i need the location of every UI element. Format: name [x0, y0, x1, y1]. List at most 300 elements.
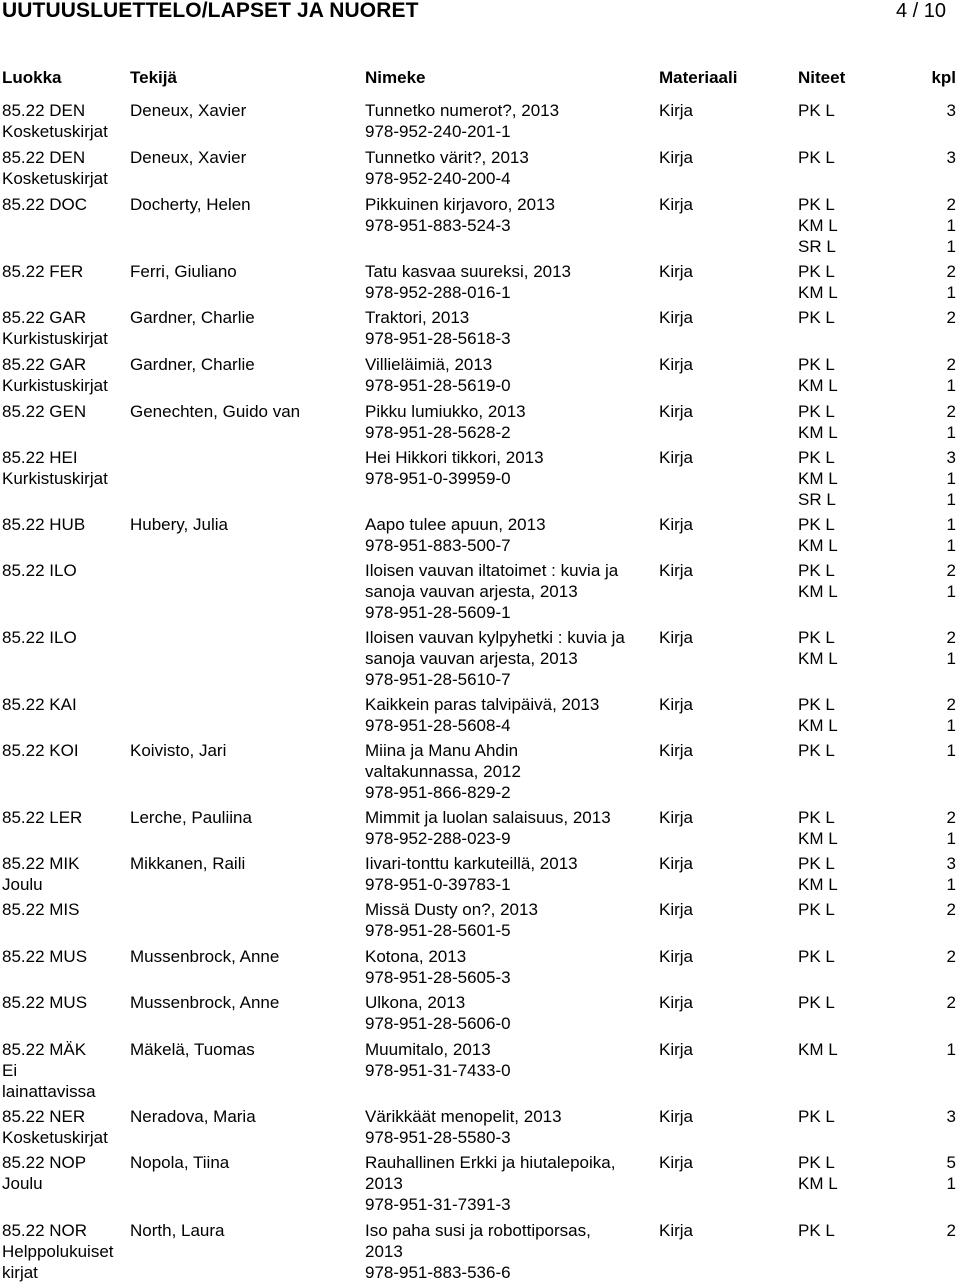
entry-class-line: 85.22 KAI: [2, 695, 77, 714]
entry-copies-location-line: KM L: [798, 216, 838, 235]
entry-copies-count: [908, 147, 960, 168]
entry-class: [2, 807, 130, 828]
entry-class: [2, 147, 130, 189]
entry-copies-count-line: 1: [946, 283, 956, 302]
entry-class: [2, 307, 130, 349]
page-number: 4 / 10: [895, 0, 946, 22]
entry-title-line: 978-951-28-5601-5: [365, 921, 511, 940]
entry-title-line: 978-951-31-7391-3: [365, 1195, 511, 1214]
entry-copies-count: [908, 627, 960, 669]
entry-copies-count-line: 5: [946, 1153, 956, 1172]
entry-copies-count-line: 1: [946, 829, 956, 848]
entry-title-line: Tunnetko numerot?, 2013: [365, 101, 560, 120]
catalog-entry: [0, 401, 960, 447]
entry-title-line: Tunnetko värit?, 2013: [365, 148, 529, 167]
entry-copies-count-line: 1: [946, 515, 956, 534]
entry-class-line: 85.22 DEN: [2, 148, 86, 167]
entry-material: Kirja: [659, 148, 694, 167]
entry-copies-location-line: PK L: [798, 947, 835, 966]
entry-copies-count-line: 2: [946, 947, 956, 966]
entry-copies-count-line: 2: [946, 900, 956, 919]
catalog-entry: [0, 694, 960, 740]
entry-title-line: Kotona, 2013: [365, 947, 467, 966]
entry-copies-location: [798, 992, 908, 1013]
entry-title-line: 978-951-0-39959-0: [365, 469, 511, 488]
entry-copies-location-line: KM L: [798, 716, 838, 735]
catalog-entry: [0, 740, 960, 807]
entry-title-line: 978-951-28-5628-2: [365, 423, 511, 442]
entry-author: Koivisto, Jari: [130, 741, 227, 760]
catalog-entry: [0, 1152, 960, 1220]
entry-title: [365, 194, 650, 236]
entry-copies-location: [798, 354, 908, 396]
entry-title-line: 978-952-240-201-1: [365, 122, 511, 141]
entry-class-line: 85.22 MIK: [2, 854, 80, 873]
entry-class-line: Joulu: [2, 875, 43, 894]
entry-author: Ferri, Giuliano: [130, 262, 237, 281]
entry-copies-location-line: PK L: [798, 900, 835, 919]
entry-title-line: 978-951-0-39783-1: [365, 875, 511, 894]
entry-copies-count: [908, 447, 960, 510]
entry-class-line: 85.22 DOC: [2, 195, 88, 214]
document-title: UUTUUSLUETTELO/LAPSET JA NUORET: [2, 0, 419, 22]
entry-title-line: 978-951-28-5618-3: [365, 329, 511, 348]
entry-copies-location: [798, 807, 908, 849]
entry-copies-count: [908, 899, 960, 920]
entry-title-line: Villieläimiä, 2013: [365, 355, 493, 374]
entry-material: Kirja: [659, 900, 694, 919]
entry-copies-location: [798, 1106, 908, 1127]
entry-copies-count-line: 3: [946, 448, 956, 467]
entry-material: Kirja: [659, 515, 694, 534]
entry-material: Kirja: [659, 195, 694, 214]
entry-class: [2, 899, 130, 920]
entry-copies-location: [798, 447, 908, 510]
entry-copies-count-line: 2: [946, 993, 956, 1012]
entry-title-line: Mimmit ja luolan salaisuus, 2013: [365, 808, 611, 827]
entry-class: [2, 514, 130, 535]
entry-title-line: Missä Dusty on?, 2013: [365, 900, 538, 919]
entry-title: [365, 1106, 650, 1148]
entry-title-line: Iso paha susi ja robottiporsas,: [365, 1221, 591, 1240]
entry-title: [365, 147, 650, 189]
entry-copies-count: [908, 194, 960, 257]
entry-title: [365, 1220, 650, 1283]
entry-class-line: 85.22 MÄK: [2, 1040, 87, 1059]
entry-copies-count: [908, 560, 960, 602]
header-nimeke: Nimeke: [365, 68, 426, 87]
entry-title-line: Aapo tulee apuun, 2013: [365, 515, 546, 534]
entry-copies-location-line: PK L: [798, 695, 835, 714]
catalog-entry: [0, 100, 960, 147]
entry-copies-location-line: PK L: [798, 262, 835, 281]
entry-copies-location-line: PK L: [798, 101, 835, 120]
entry-author: Mäkelä, Tuomas: [130, 1040, 255, 1059]
catalog-entry: [0, 147, 960, 194]
entry-copies-location: [798, 853, 908, 895]
entry-material: Kirja: [659, 448, 694, 467]
entry-material: Kirja: [659, 262, 694, 281]
catalog-entry: [0, 899, 960, 946]
entry-copies-count-line: 2: [946, 695, 956, 714]
entry-copies-count-line: 3: [946, 101, 956, 120]
entry-title-line: valtakunnassa, 2012: [365, 762, 521, 781]
entry-copies-count-line: 2: [946, 355, 956, 374]
entry-title-line: Rauhallinen Erkki ja hiutalepoika,: [365, 1153, 616, 1172]
entry-title-line: 978-951-866-829-2: [365, 783, 511, 802]
catalog-entry: [0, 627, 960, 694]
entry-copies-count: [908, 946, 960, 967]
entry-title: [365, 307, 650, 349]
entry-class-line: 85.22 LER: [2, 808, 83, 827]
entry-copies-location: [798, 560, 908, 602]
entry-material: Kirja: [659, 561, 694, 580]
entry-copies-count-line: 2: [946, 628, 956, 647]
entry-copies-count: [908, 514, 960, 556]
entry-title-line: Ulkona, 2013: [365, 993, 466, 1012]
entry-copies-count-line: 3: [946, 148, 956, 167]
entry-copies-count-line: 1: [946, 716, 956, 735]
entry-copies-count-line: 1: [946, 649, 956, 668]
entry-copies-count-line: 1: [946, 1174, 956, 1193]
entry-copies-location-line: PK L: [798, 1221, 835, 1240]
entry-copies-count-line: 3: [946, 1107, 956, 1126]
entry-copies-location: [798, 100, 908, 121]
catalog-entry: [0, 560, 960, 627]
entry-title-line: Värikkäät menopelit, 2013: [365, 1107, 562, 1126]
header-kpl: kpl: [931, 68, 956, 87]
catalog-entry: [0, 307, 960, 354]
entry-copies-location-line: PK L: [798, 741, 835, 760]
entry-copies-location: [798, 514, 908, 556]
catalog-entry: [0, 447, 960, 514]
entry-class: [2, 261, 130, 282]
entry-title: [365, 447, 650, 489]
entry-title-line: 978-951-28-5619-0: [365, 376, 511, 395]
entry-copies-location: [798, 1152, 908, 1194]
entry-copies-location-line: KM L: [798, 1040, 838, 1059]
entry-author: Mikkanen, Raili: [130, 854, 246, 873]
entry-title: [365, 1152, 650, 1215]
catalog-entry: [0, 853, 960, 899]
entry-copies-count: [908, 1106, 960, 1127]
entry-title: [365, 560, 650, 623]
entry-copies-count-line: 2: [946, 308, 956, 327]
entry-title: [365, 354, 650, 396]
entry-copies-location-line: PK L: [798, 993, 835, 1012]
entry-copies-count: [908, 401, 960, 443]
entry-copies-count-line: 2: [946, 195, 956, 214]
entry-title-line: Tatu kasvaa suureksi, 2013: [365, 262, 572, 281]
catalog-entry: [0, 807, 960, 853]
entry-class-line: 85.22 NOP: [2, 1153, 87, 1172]
entry-copies-location: [798, 401, 908, 443]
entry-copies-location: [798, 147, 908, 168]
entry-title: [365, 853, 650, 895]
entry-copies-location-line: PK L: [798, 808, 835, 827]
entry-title: [365, 992, 650, 1034]
entry-title: [365, 261, 650, 303]
entry-material: Kirja: [659, 355, 694, 374]
entry-material: Kirja: [659, 1221, 694, 1240]
catalog-entry: [0, 194, 960, 261]
entry-material: Kirja: [659, 308, 694, 327]
entry-title-line: 978-951-28-5609-1: [365, 603, 511, 622]
entry-copies-count-line: 1: [946, 582, 956, 601]
entry-author: Deneux, Xavier: [130, 101, 247, 120]
entry-title-line: 978-951-28-5605-3: [365, 968, 511, 987]
entry-copies-location-line: KM L: [798, 649, 838, 668]
entry-copies-location-line: PK L: [798, 854, 835, 873]
entry-copies-location-line: PK L: [798, 148, 835, 167]
entry-class-line: 85.22 HUB: [2, 515, 86, 534]
entry-class: [2, 1039, 130, 1102]
entry-author: Mussenbrock, Anne: [130, 993, 280, 1012]
entry-copies-location-line: PK L: [798, 355, 835, 374]
entry-class-line: lainattavissa: [2, 1082, 96, 1101]
entry-title: [365, 694, 650, 736]
entry-class-line: kirjat: [2, 1263, 38, 1282]
entry-title-line: Pikku lumiukko, 2013: [365, 402, 526, 421]
entry-class: [2, 447, 130, 489]
entry-copies-count-line: 2: [946, 561, 956, 580]
entry-copies-location: [798, 946, 908, 967]
entry-title-line: Iloisen vauvan kylpyhetki : kuvia ja: [365, 628, 625, 647]
entry-class-line: 85.22 NER: [2, 1107, 86, 1126]
entry-title-line: 978-951-883-524-3: [365, 216, 511, 235]
entry-copies-count-line: 2: [946, 402, 956, 421]
entry-title-line: 978-951-883-536-6: [365, 1263, 511, 1282]
entry-class: [2, 354, 130, 396]
entry-class: [2, 100, 130, 142]
entry-copies-location-line: PK L: [798, 515, 835, 534]
entry-title-line: Muumitalo, 2013: [365, 1040, 491, 1059]
catalog-entry: [0, 261, 960, 307]
entry-copies-count: [908, 307, 960, 328]
entry-copies-count-line: 1: [946, 237, 956, 256]
catalog-entry: [0, 354, 960, 401]
entry-copies-location-line: KM L: [798, 875, 838, 894]
entry-author: Neradova, Maria: [130, 1107, 256, 1126]
entry-class-line: 85.22 GEN: [2, 402, 87, 421]
entry-material: Kirja: [659, 1040, 694, 1059]
entry-class: [2, 560, 130, 581]
entry-copies-location-line: PK L: [798, 448, 835, 467]
entry-material: Kirja: [659, 1107, 694, 1126]
entry-title: [365, 514, 650, 556]
entry-class-line: Helppolukuiset: [2, 1242, 114, 1261]
entry-class-line: Ei: [2, 1061, 18, 1080]
entry-title-line: sanoja vauvan arjesta, 2013: [365, 582, 578, 601]
entry-copies-location-line: KM L: [798, 283, 838, 302]
header-luokka: Luokka: [2, 68, 62, 87]
entry-title: [365, 807, 650, 849]
entry-class-line: Kosketuskirjat: [2, 169, 108, 188]
entry-class-line: 85.22 NOR: [2, 1221, 88, 1240]
entry-title-line: 978-952-240-200-4: [365, 169, 511, 188]
entry-copies-count-line: 1: [946, 216, 956, 235]
entry-copies-location-line: PK L: [798, 402, 835, 421]
entry-title-line: 978-951-883-500-7: [365, 536, 511, 555]
entry-class-line: 85.22 MUS: [2, 947, 88, 966]
entry-title-line: 978-951-28-5608-4: [365, 716, 511, 735]
entry-class-line: 85.22 ILO: [2, 628, 77, 647]
entry-class: [2, 194, 130, 215]
entry-copies-location-line: PK L: [798, 628, 835, 647]
entry-class-line: Kurkistuskirjat: [2, 469, 108, 488]
entry-class: [2, 1152, 130, 1194]
header-materiaali: Materiaali: [659, 68, 738, 87]
entry-title-line: Hei Hikkori tikkori, 2013: [365, 448, 544, 467]
entry-copies-location-line: PK L: [798, 1107, 835, 1126]
catalog-entry: [0, 1039, 960, 1106]
entry-title-line: 2013: [365, 1242, 403, 1261]
entry-copies-count-line: 1: [946, 376, 956, 395]
entry-copies-count: [908, 853, 960, 895]
entry-title: [365, 899, 650, 941]
entry-title-line: sanoja vauvan arjesta, 2013: [365, 649, 578, 668]
entry-title-line: Traktori, 2013: [365, 308, 470, 327]
catalog-entry: [0, 992, 960, 1039]
entry-title-line: 978-951-28-5610-7: [365, 670, 511, 689]
entry-title: [365, 1039, 650, 1081]
entry-author: Deneux, Xavier: [130, 148, 247, 167]
entry-class: [2, 627, 130, 648]
entry-material: Kirja: [659, 695, 694, 714]
entry-title-line: 978-952-288-016-1: [365, 283, 511, 302]
entry-copies-count-line: 1: [946, 1040, 956, 1059]
entry-copies-count-line: 1: [946, 490, 956, 509]
header-tekija: Tekijä: [130, 68, 177, 87]
entry-class: [2, 946, 130, 967]
entry-copies-count: [908, 100, 960, 121]
entry-author: Mussenbrock, Anne: [130, 947, 280, 966]
entry-material: Kirja: [659, 402, 694, 421]
entry-copies-location: [798, 261, 908, 303]
entry-author: Docherty, Helen: [130, 195, 251, 214]
entry-copies-count-line: 1: [946, 536, 956, 555]
entry-copies-location: [798, 194, 908, 257]
entry-copies-location-line: PK L: [798, 1153, 835, 1172]
entry-copies-count: [908, 694, 960, 736]
entry-copies-location-line: PK L: [798, 561, 835, 580]
entry-copies-count-line: 1: [946, 875, 956, 894]
entry-copies-location: [798, 694, 908, 736]
entry-title-line: 978-951-28-5606-0: [365, 1014, 511, 1033]
entry-title-line: 2013: [365, 1174, 403, 1193]
entry-class-line: Kosketuskirjat: [2, 1128, 108, 1147]
entry-copies-count: [908, 807, 960, 849]
catalog-entry: [0, 1220, 960, 1287]
entry-title-line: 978-951-31-7433-0: [365, 1061, 511, 1080]
entry-copies-location-line: PK L: [798, 195, 835, 214]
entry-copies-location-line: KM L: [798, 829, 838, 848]
catalog-entry: [0, 946, 960, 992]
entry-material: Kirja: [659, 1153, 694, 1172]
entry-copies-count: [908, 354, 960, 396]
entry-material: Kirja: [659, 808, 694, 827]
entry-class-line: Kurkistuskirjat: [2, 376, 108, 395]
entry-copies-location-line: KM L: [798, 423, 838, 442]
entry-material: Kirja: [659, 741, 694, 760]
entry-title-line: Iloisen vauvan iltatoimet : kuvia ja: [365, 561, 619, 580]
entry-author: Gardner, Charlie: [130, 308, 255, 327]
entry-class-line: Kosketuskirjat: [2, 122, 108, 141]
entry-class-line: Kurkistuskirjat: [2, 329, 108, 348]
entry-copies-count: [908, 740, 960, 761]
entry-copies-location-line: KM L: [798, 1174, 838, 1193]
entry-class-line: 85.22 FER: [2, 262, 84, 281]
entry-title-line: 978-952-288-023-9: [365, 829, 511, 848]
entry-copies-location-line: PK L: [798, 308, 835, 327]
entry-copies-count-line: 3: [946, 854, 956, 873]
entry-title: [365, 740, 650, 803]
entry-class-line: 85.22 MUS: [2, 993, 88, 1012]
entry-copies-count-line: 2: [946, 1221, 956, 1240]
entry-class: [2, 740, 130, 761]
entry-class-line: Joulu: [2, 1174, 43, 1193]
entry-class: [2, 992, 130, 1013]
entry-class: [2, 853, 130, 895]
catalog-entry: [0, 514, 960, 560]
entry-copies-count-line: 1: [946, 469, 956, 488]
entry-copies-count-line: 2: [946, 808, 956, 827]
entry-title-line: Iivari-tonttu karkuteillä, 2013: [365, 854, 578, 873]
entry-material: Kirja: [659, 854, 694, 873]
entry-class-line: 85.22 ILO: [2, 561, 77, 580]
entry-material: Kirja: [659, 947, 694, 966]
entry-copies-count: [908, 261, 960, 303]
entry-title-line: Kaikkein paras talvipäivä, 2013: [365, 695, 600, 714]
entry-copies-location: [798, 307, 908, 328]
entry-copies-count-line: 1: [946, 423, 956, 442]
entry-class-line: 85.22 HEI: [2, 448, 78, 467]
entry-class-line: 85.22 GAR: [2, 308, 87, 327]
entry-class-line: 85.22 GAR: [2, 355, 87, 374]
entry-author: Nopola, Tiina: [130, 1153, 230, 1172]
entry-class: [2, 1106, 130, 1148]
entry-title-line: 978-951-28-5580-3: [365, 1128, 511, 1147]
entry-copies-count: [908, 1039, 960, 1060]
header-niteet: Niteet: [798, 68, 846, 87]
entry-title: [365, 100, 650, 142]
entry-copies-count: [908, 1220, 960, 1241]
entry-author: Genechten, Guido van: [130, 402, 301, 421]
entry-copies-count: [908, 1152, 960, 1194]
entry-author: Hubery, Julia: [130, 515, 228, 534]
entry-author: Gardner, Charlie: [130, 355, 255, 374]
entry-class: [2, 694, 130, 715]
entry-class: [2, 401, 130, 422]
entry-copies-location: [798, 899, 908, 920]
entry-copies-location: [798, 1039, 908, 1060]
catalog-entry: [0, 1106, 960, 1152]
entry-copies-count-line: 2: [946, 262, 956, 281]
entry-copies-location: [798, 627, 908, 669]
entry-title: [365, 946, 650, 988]
entry-class-line: 85.22 KOI: [2, 741, 79, 760]
entry-title: [365, 401, 650, 443]
entry-class: [2, 1220, 130, 1283]
entry-title: [365, 627, 650, 690]
entry-title-line: Miina ja Manu Ahdin: [365, 741, 519, 760]
entry-copies-location-line: KM L: [798, 582, 838, 601]
entry-copies-location-line: KM L: [798, 376, 838, 395]
entry-class-line: 85.22 MIS: [2, 900, 80, 919]
entry-copies-location-line: SR L: [798, 490, 836, 509]
entry-copies-location: [798, 740, 908, 761]
entry-copies-location-line: KM L: [798, 536, 838, 555]
